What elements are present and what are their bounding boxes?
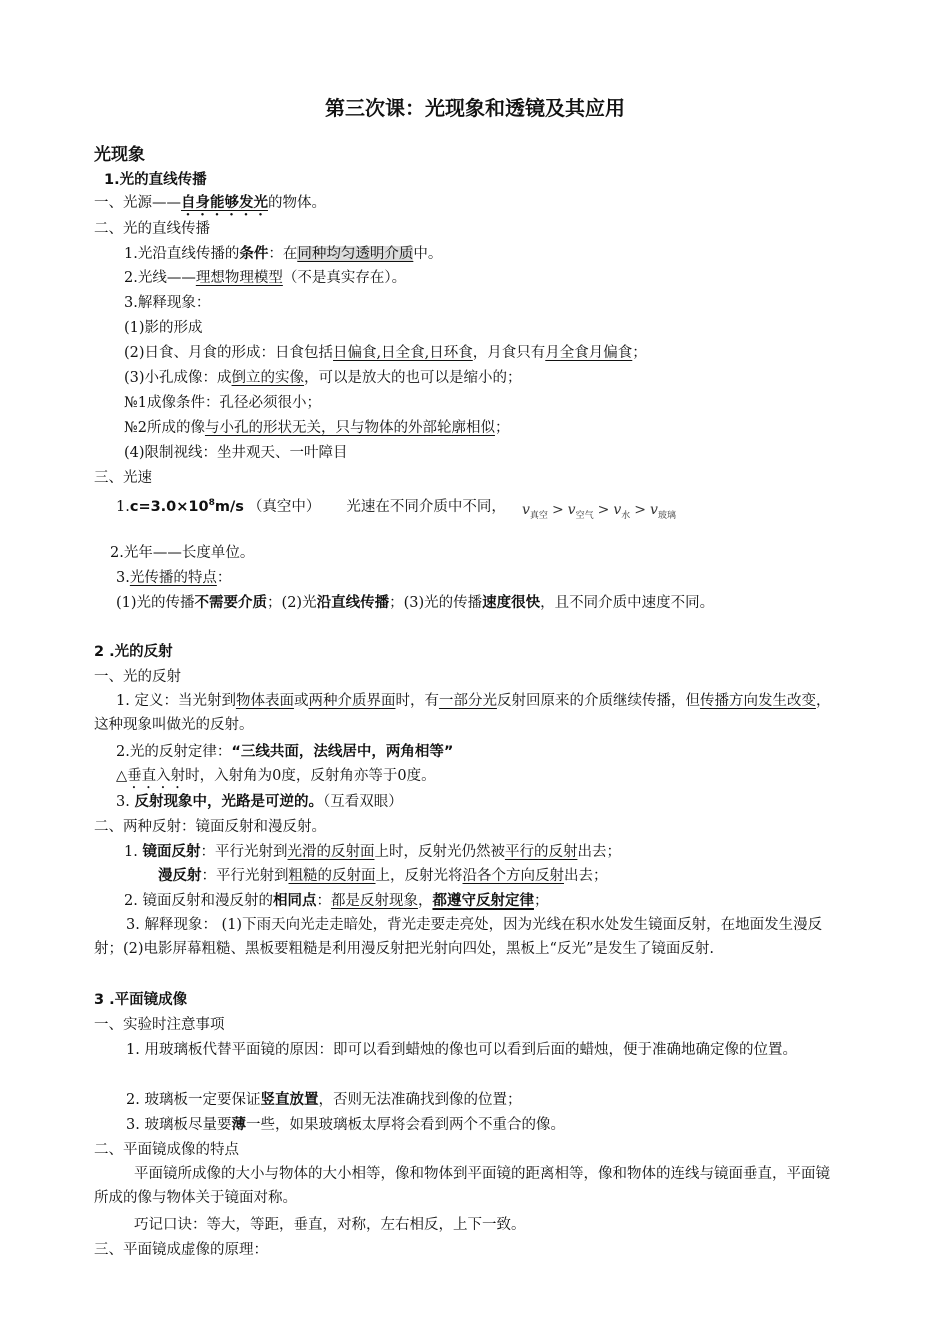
vertical-placement-line — [126, 1090, 521, 1110]
text: 上时，反射光仍然被 — [374, 844, 505, 860]
text: ； — [632, 345, 647, 361]
text: 出去； — [564, 868, 608, 884]
text: ：在 — [268, 246, 298, 262]
pinhole-condition-1: №1成像条件：孔径必须很小； — [124, 395, 321, 411]
subscript: 空气 — [575, 510, 594, 521]
underlined-term: 日偏食,日全食,日环食 — [333, 345, 473, 361]
common-points-line — [124, 891, 548, 911]
text: ： — [216, 570, 232, 586]
diffuse-line — [158, 866, 608, 886]
heading-two: 二、光的直线传播 — [94, 221, 210, 237]
underlined-term: 同种均匀透明介质 — [297, 246, 414, 262]
emphasis: 沿直线传播 — [316, 595, 390, 611]
subsection-heading-plane-mirror: 3 .平面镜成像 — [94, 992, 188, 1008]
underlined-term: 平行的反射 — [504, 844, 578, 860]
limit-sight-line: (4)限制视线：坐井观天、一叶障目 — [124, 445, 348, 461]
text: 一、光源—— — [94, 195, 181, 211]
text: ，且不同介质中速度不同。 — [540, 595, 715, 611]
text: （真空中） — [247, 498, 321, 515]
text: 3. 玻璃板尽量要 — [126, 1117, 232, 1133]
text: ，否则无法准确找到像的位置； — [318, 1092, 522, 1108]
pinhole-condition-2 — [124, 418, 509, 438]
text: ； — [533, 893, 549, 909]
virtual-image-heading: 三、平面镜成虚像的原理： — [94, 1242, 268, 1258]
mirror-features-paragraph: 平面镜所成像的大小与物体的大小相等，像和物体到平面镜的距离相等，像和物体的连线与镜面垂直，平面镜所成的像与物体关于镜面对称。 — [94, 1166, 830, 1206]
underlined-term: 沿各个方向反射 — [462, 868, 564, 884]
pinhole-line — [124, 368, 522, 388]
glass-reason-paragraph: 1. 用玻璃板代替平面镜的原因：即可以看到蜡烛的像也可以看到后面的蜡烛，便于准确地确定像的位置。 — [126, 1042, 797, 1058]
reflection-heading-one: 一、光的反射 — [94, 669, 181, 685]
thin-glass-line — [126, 1115, 565, 1135]
text: (2)日食、月食的形成：日食包括 — [124, 345, 334, 361]
text: 出去； — [577, 844, 621, 860]
text: 1. — [116, 498, 130, 515]
text: ，可以是放大的也可以是缩小的； — [304, 370, 522, 386]
text: 时，有 — [395, 693, 439, 709]
condition-line — [124, 244, 442, 264]
emphasis: 反射现象中，光路是可逆的。 — [134, 794, 323, 810]
unit: m/s — [214, 498, 244, 515]
text: ； — [494, 420, 510, 436]
symbol: v — [522, 502, 530, 518]
underlined-term: 与小孔的形状无关，只与物体的外部轮廓相似 — [204, 420, 495, 436]
text: 的物体。 — [268, 195, 326, 211]
text: 中。 — [413, 246, 443, 262]
emphasis: 相同点 — [272, 893, 317, 909]
mirror-features-heading: 二、平面镜成像的特点 — [94, 1142, 239, 1158]
symbol: > — [597, 502, 610, 518]
exponent: 8 — [208, 498, 215, 508]
underlined-term: 月全食月偏食 — [545, 345, 633, 361]
text: 2.光的反射定律： — [116, 744, 232, 760]
page-title: 第三次课：光现象和透镜及其应用 — [325, 96, 625, 120]
subsection-heading-straight-line: 1.光的直线传播 — [104, 172, 207, 188]
text: 3. — [116, 570, 130, 586]
text: 2. 玻璃板一定要保证 — [126, 1092, 261, 1108]
emphasis: 不需要介质 — [194, 595, 268, 611]
text: 2.光线—— — [124, 270, 196, 286]
reflection-law-line — [116, 742, 453, 762]
text: ， — [417, 893, 433, 909]
text: 光速在不同介质中不同， — [346, 498, 506, 515]
text: (1)光的传播 — [116, 595, 195, 611]
underlined-term: 都遵守反射定律 — [432, 893, 534, 909]
text: （不是真实存在）。 — [282, 270, 407, 286]
emphasis: 自身能够发光 — [181, 195, 268, 211]
experiment-notes-heading: 一、实验时注意事项 — [94, 1017, 225, 1033]
subscript: 水 — [621, 510, 631, 521]
mnemonic-line: 巧记口诀：等大，等距，垂直，对称，左右相反，上下一致。 — [134, 1217, 526, 1233]
subscript: 真空 — [529, 510, 548, 521]
subsection-heading-reflection: 2 .光的反射 — [94, 644, 173, 660]
reversible-line — [116, 792, 403, 812]
underlined-term: 光滑的反射面 — [287, 844, 375, 860]
two-reflections-heading: 二、两种反射：镜面反射和漫反射。 — [94, 819, 326, 835]
text: 1. — [124, 844, 143, 860]
text: 2. 镜面反射和漫反射的 — [124, 893, 273, 909]
subscript: 玻璃 — [657, 510, 676, 521]
underlined-term: 粗糙的反射面 — [288, 868, 376, 884]
shadow-line: (1)影的形成 — [124, 320, 203, 336]
eclipse-line — [124, 343, 647, 363]
light-source-line — [94, 193, 326, 219]
emphasis: 竖直放置 — [260, 1092, 319, 1108]
text: ：平行光射到 — [200, 844, 288, 860]
underlined-term: 都是反射现象 — [330, 893, 418, 909]
speed-value: c=3.0×10 — [129, 498, 209, 515]
definition-paragraph — [94, 689, 834, 737]
light-year-line: 2.光年——长度单位。 — [110, 545, 255, 561]
underlined-term: 两种介质界面 — [308, 693, 396, 709]
text: 或 — [293, 693, 309, 709]
symbol: v — [567, 502, 576, 518]
symbol: > — [551, 502, 564, 518]
underlined-term: 一部分光 — [438, 693, 497, 709]
text: 时，入射角为0度，反射角亦等于0度。 — [185, 768, 436, 784]
symbol: v — [613, 502, 622, 518]
underlined-term: 理想物理模型 — [195, 270, 283, 286]
text: ；(3)光的传播 — [389, 595, 483, 611]
specular-line — [124, 842, 621, 862]
underlined-term: 传播方向发生改变 — [699, 693, 816, 709]
underlined-term: 光传播的特点 — [129, 570, 217, 586]
symbol: > — [634, 502, 647, 518]
emphasis: 镜面反射 — [142, 844, 201, 860]
normal-incidence-line — [116, 766, 436, 792]
symbol: v — [650, 502, 658, 518]
emphasis: 条件 — [239, 246, 269, 262]
features-heading — [116, 568, 231, 588]
explain-heading: 3.解释现象： — [124, 295, 211, 311]
text: 3. — [116, 794, 135, 810]
explain-paragraph: 3. 解释现象： (1)下雨天向光走走暗处，背光走要走亮处，因为光线在积水处发生镜面反射，在地面发生漫反射；(2)电影屏幕粗糙、黑板要粗糙是利用漫反射把光射向四处，黑板上“反光”是发生了镜面反射. — [94, 917, 823, 957]
section-heading-light-phenomena: 光现象 — [94, 145, 145, 165]
text: ：平行光射到 — [201, 868, 289, 884]
underlined-term: 物体表面 — [235, 693, 294, 709]
ray-line — [124, 268, 406, 288]
underlined-term: 倒立的实像 — [231, 370, 305, 386]
emphasis: “三线共面，法线居中，两角相等” — [231, 744, 454, 760]
speed-line — [116, 493, 506, 517]
text: △ — [116, 768, 128, 784]
emphasis: 垂直入射 — [127, 768, 186, 784]
text: ，这种现象叫做光的反射。 — [94, 693, 831, 733]
text: 1.光沿直线传播的 — [124, 246, 240, 262]
text: ，月食只有 — [472, 345, 546, 361]
text: №2所成的像 — [124, 420, 205, 436]
text: 反射回原来的介质继续传播，但 — [496, 693, 700, 709]
features-line — [116, 593, 714, 613]
text: 上，反射光将 — [375, 868, 463, 884]
emphasis: 薄 — [231, 1117, 246, 1133]
heading-three: 三、光速 — [94, 470, 152, 486]
text: ；(2)光 — [267, 595, 317, 611]
speed-comparison-formula — [522, 502, 676, 521]
text: (3)小孔成像：成 — [124, 370, 232, 386]
text: （互看双眼） — [322, 794, 403, 810]
text: 一些，如果玻璃板太厚将会看到两个不重合的像。 — [245, 1117, 565, 1133]
text: ： — [316, 893, 331, 909]
emphasis: 速度很快 — [482, 595, 541, 611]
text: 1. 定义：当光射到 — [116, 693, 236, 709]
emphasis: 漫反射 — [158, 868, 202, 884]
